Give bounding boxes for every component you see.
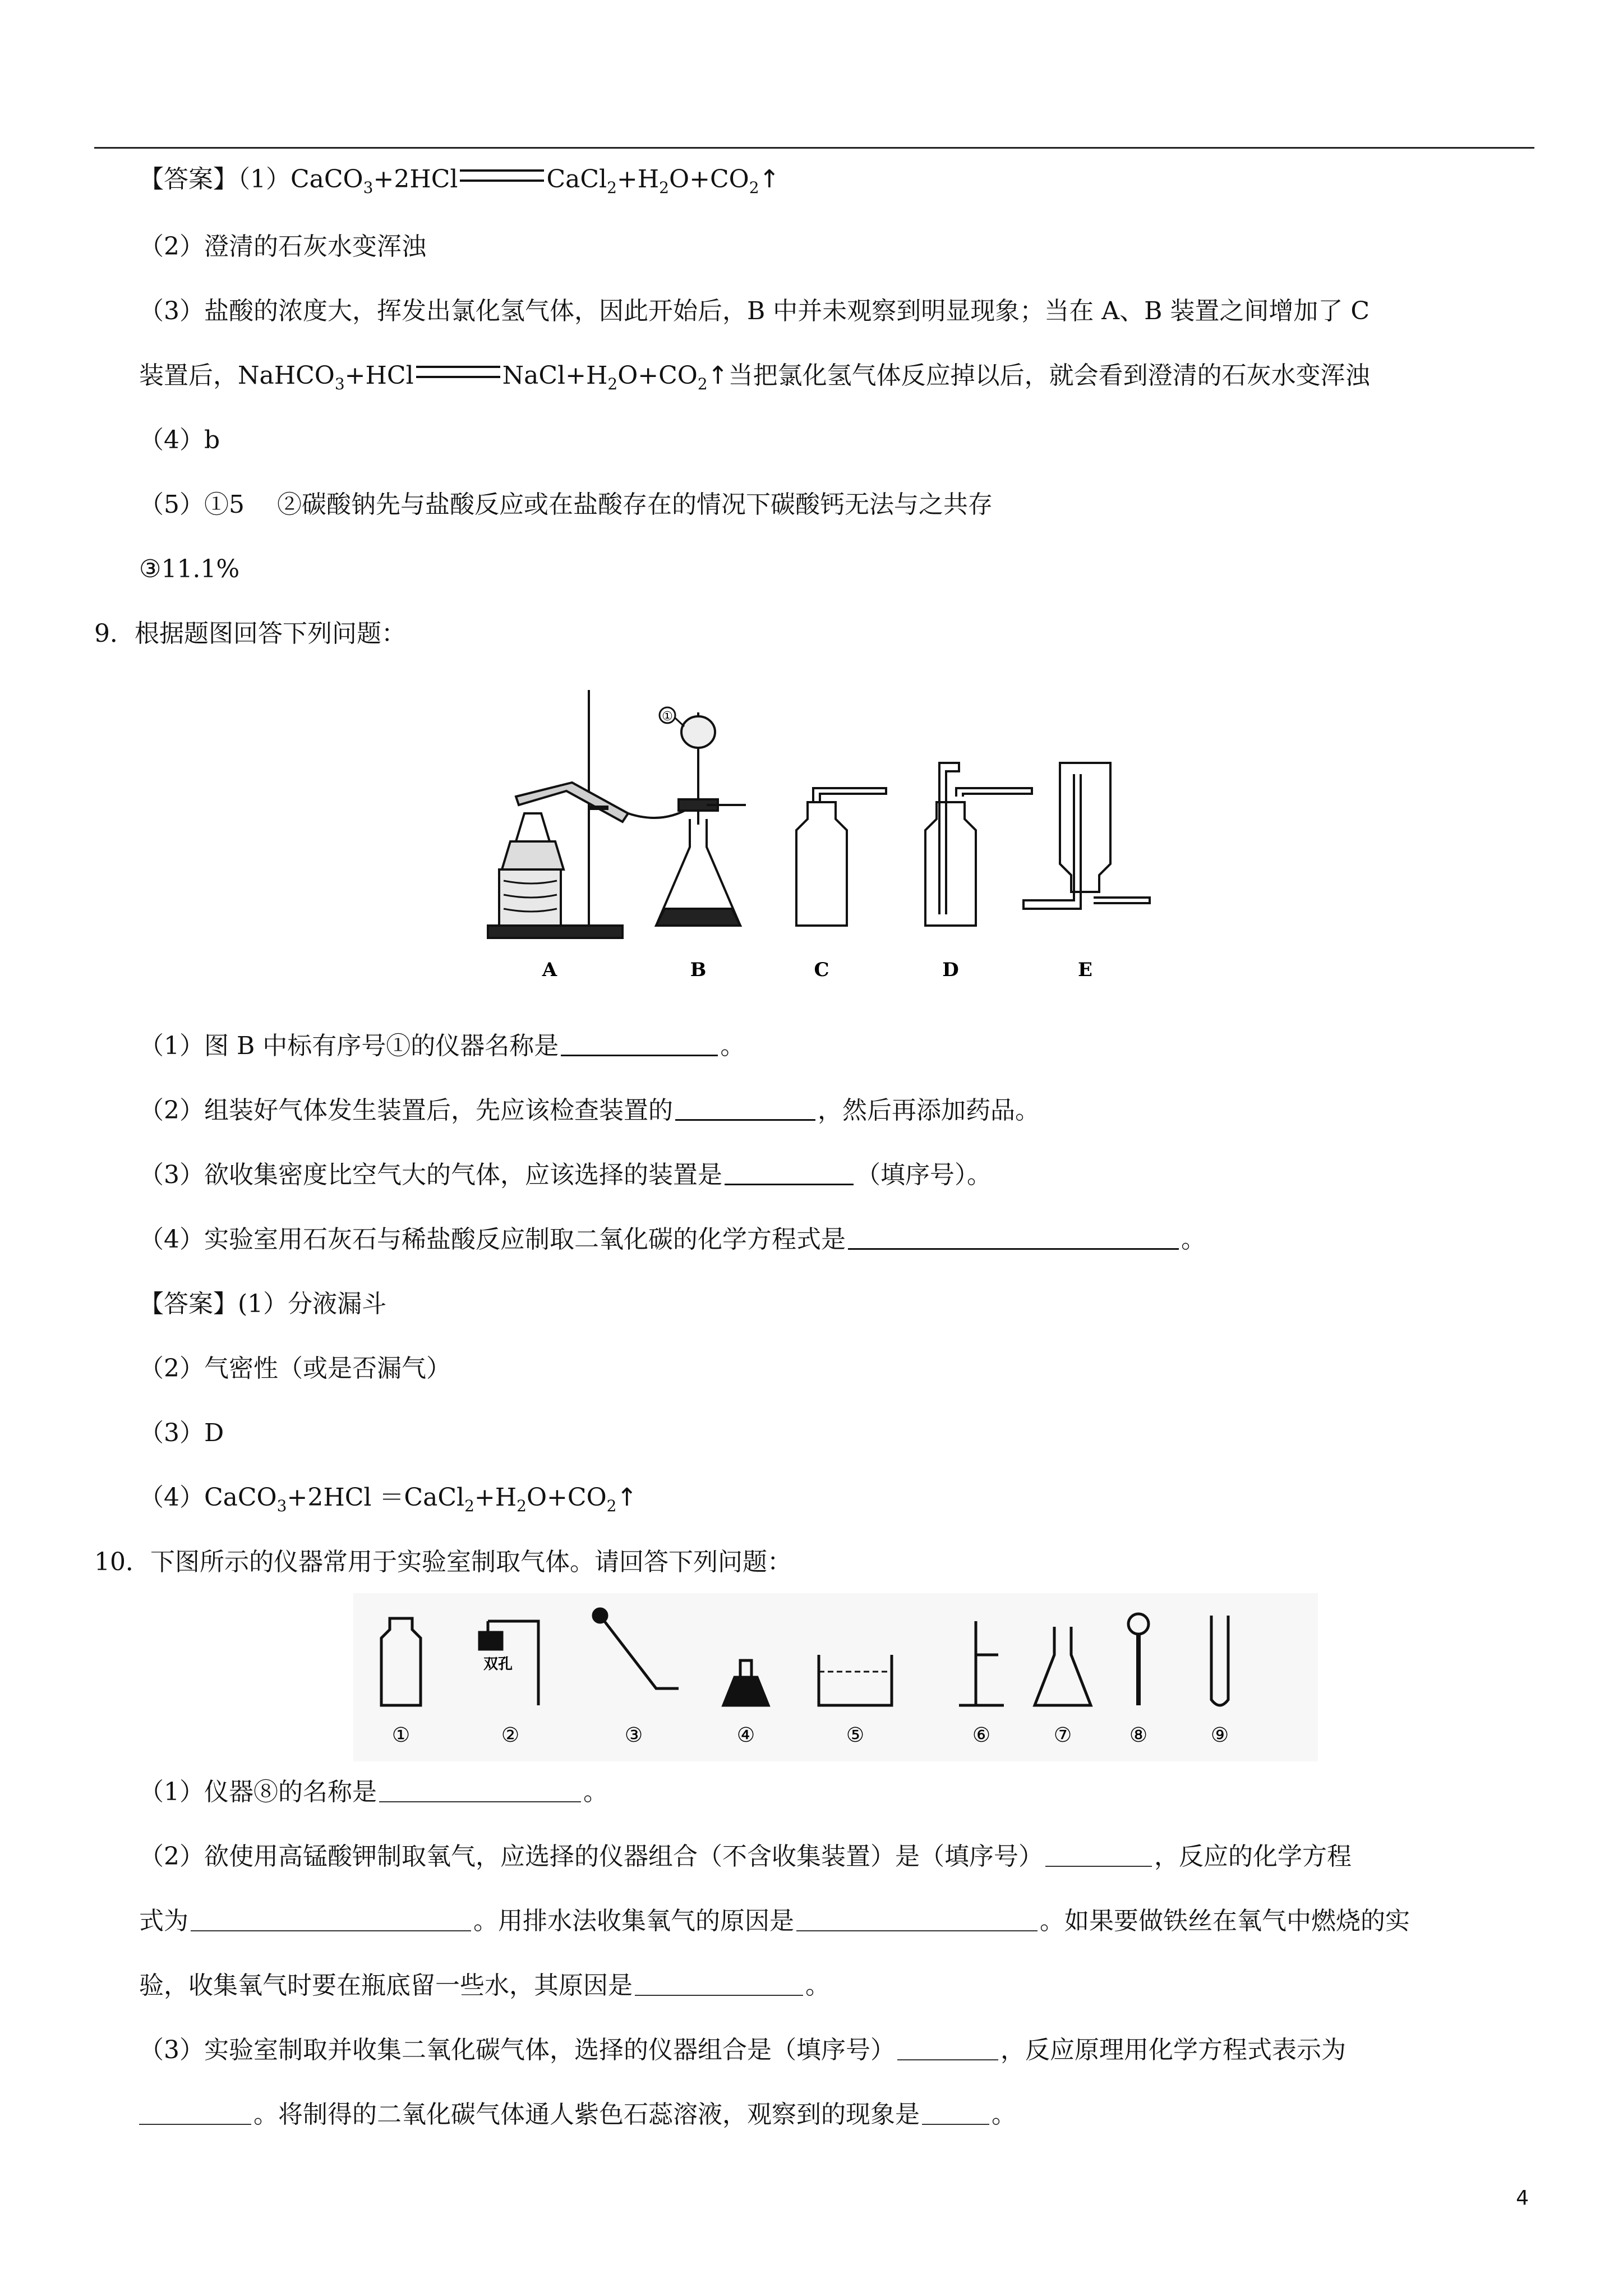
answer-blank[interactable] [379, 1777, 581, 1802]
answer8-line3: （3）盐酸的浓度大，挥发出氯化氢气体，因此开始后，B 中并未观察到明显现象；当在 A、B 装置之间增加了 C [139, 297, 1370, 325]
q10-sub3-line2: 。将制得的二氧化碳气体通人紫色石蕊溶液，观察到的现象是 。 [139, 2098, 1016, 2132]
question10-title: 10．下图所示的仪器常用于实验室制取气体。请回答下列问题： [94, 1548, 792, 1576]
two-hole-label: 双孔 [483, 1656, 513, 1673]
instrument-number-5: ⑤ [846, 1724, 865, 1747]
fig-label-e: E [1078, 959, 1092, 981]
equals-sign-icon [460, 169, 544, 182]
page-number: 4 [1516, 2187, 1529, 2210]
q9-sub1: （1）图 B 中标有序号①的仪器名称是 。 [139, 1029, 745, 1063]
answer-blank[interactable] [725, 1159, 854, 1185]
up-arrow-icon: ↑ [759, 165, 780, 194]
answer-blank[interactable] [561, 1030, 718, 1056]
q9-answer4: （4）CaCO$_3$+2HCl $=CaCl_2+H_2O+CO_2↑$ [139, 1483, 638, 1515]
instrument-number-8: ⑧ [1129, 1724, 1148, 1747]
answer8-line5: （4）b [139, 426, 220, 454]
up-arrow-icon: ↑ [616, 1483, 638, 1512]
fig-label-a: A [542, 959, 557, 981]
answer-blank[interactable] [191, 1906, 471, 1931]
answer8-line4: 装置后，NaHCO$_3$+HCl $NaCl+H_2O+CO_2↑$当把氯化氢气体反应掉以后，就会看到澄清的石灰水变浑浊 [139, 361, 1370, 393]
q10-sub3-line1: （3）实验室制取并收集二氧化碳气体，选择的仪器组合是（填序号） ，反应原理用化学方程式表示为 [139, 2036, 1346, 2064]
fig-label-c: C [814, 959, 829, 981]
instrument-number-2: ② [501, 1724, 520, 1747]
answer-blank[interactable] [897, 2035, 998, 2060]
q9-answer1: 【答案】(1）分液漏斗 [139, 1290, 387, 1318]
q10-sub2-line3: 验，收集氧气时要在瓶底留一些水，其原因是 。 [139, 1971, 830, 2000]
instrument-number-7: ⑦ [1053, 1724, 1072, 1747]
q10-instruments-figure [353, 1593, 1318, 1761]
instrument-number-9: ⑨ [1210, 1724, 1229, 1747]
fig-label-b: B [690, 959, 707, 981]
answer-blank[interactable] [635, 1970, 803, 1996]
alcohol-lamp [502, 841, 564, 869]
q9-answer2: （2）气密性（或是否漏气） [139, 1354, 451, 1383]
instrument-number-6: ⑥ [972, 1724, 991, 1747]
bottle-c [796, 802, 847, 926]
instrument-number-3: ③ [624, 1724, 643, 1747]
q10-sub2-line2: 式为 。用排水法收集氧气的原因是 。如果要做铁丝在氧气中燃烧的实 [139, 1907, 1410, 1935]
bottle-d [925, 802, 976, 926]
answer8-line7: ③11.1% [139, 555, 240, 583]
q9-apparatus-figure [477, 679, 1195, 993]
q10-sub1: （1）仪器⑧的名称是 。 [139, 1778, 608, 1806]
answer-blank[interactable] [922, 2099, 989, 2125]
answer8-line2: （2）澄清的石灰水变浑浊 [139, 232, 426, 261]
bottle-e [1060, 763, 1110, 892]
q9-answer3: （3）D [139, 1419, 224, 1447]
instrument-number-1: ① [391, 1724, 411, 1747]
answer8-line6: （5）①5 ②碳酸钠先与盐酸反应或在盐酸存在的情况下碳酸钙无法与之共存 [139, 490, 993, 519]
q9-sub2: （2）组装好气体发生装置后，先应该检查装置的 ，然后再添加药品。 [139, 1094, 1040, 1128]
answer-blank[interactable] [848, 1223, 1179, 1250]
stand-base [488, 926, 623, 938]
q9-sub4: （4）实验室用石灰石与稀盐酸反应制取二氧化碳的化学方程式是 。 [139, 1223, 1206, 1257]
answer8-line1: 【答案】（1）CaCO$_3$+2HCl $CaCl_2+H_2O+CO_2↑$ [139, 165, 780, 197]
sep-funnel [681, 716, 715, 748]
fig-marker-1: ① [662, 710, 673, 724]
answer-blank[interactable] [139, 2099, 251, 2125]
fig-label-d: D [942, 959, 959, 981]
answer-blank[interactable] [675, 1094, 815, 1121]
q10-sub2-line1: （2）欲使用高锰酸钾制取氧气，应选择的仪器组合（不含收集装置）是（填序号） ，反应的化学方程 [139, 1842, 1352, 1871]
answer-blank[interactable] [1045, 1841, 1152, 1867]
q9-sub3: （3）欲收集密度比空气大的气体，应该选择的装置是 （填序号）。 [139, 1158, 992, 1192]
answer-blank[interactable] [796, 1906, 1038, 1931]
instrument-number-4: ④ [736, 1724, 755, 1747]
question9-title: 9．根据题图回答下列问题： [94, 619, 406, 648]
header-rule [94, 147, 1534, 149]
equals-sign-icon [416, 366, 500, 378]
